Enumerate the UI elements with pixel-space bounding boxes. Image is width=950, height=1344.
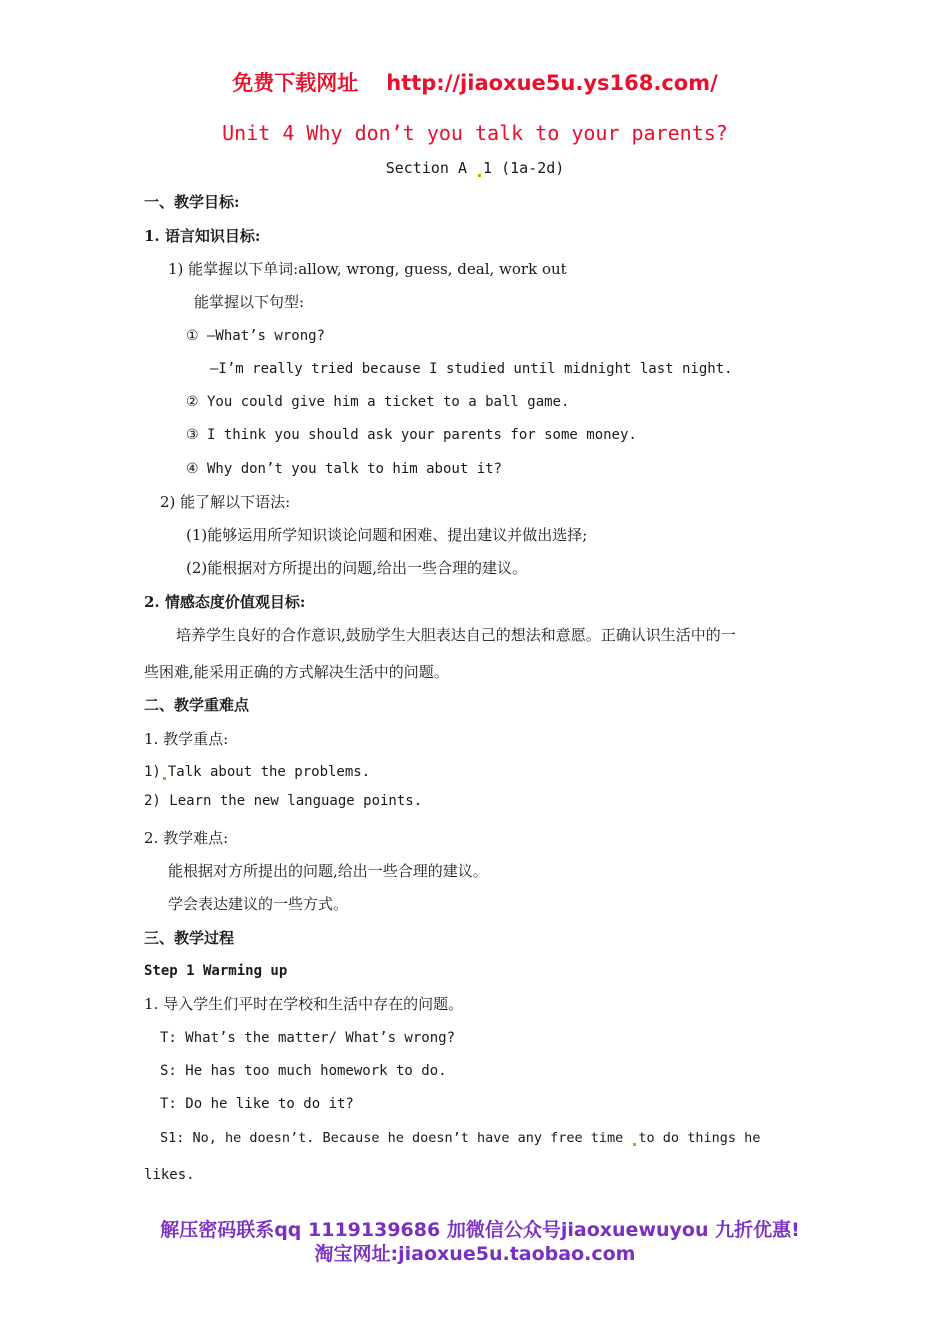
- footer-wechat-label: 加微信公众号: [446, 1219, 561, 1241]
- section-heading-goals: 一、教学目标:: [144, 193, 240, 211]
- dialogue-line-3: T: Do he like to do it?: [160, 1096, 354, 1112]
- dialogue-line-2: S: He has too much homework to do.: [160, 1063, 447, 1079]
- difficult-points-label: 2. 教学难点:: [144, 829, 229, 847]
- key-point-1-number: 1): [144, 764, 161, 780]
- subtitle-range: 1 (1a-2d): [483, 159, 565, 177]
- key-points-label: 1. 教学重点:: [144, 730, 229, 748]
- footer-taobao-label: 淘宝网址:: [314, 1243, 399, 1265]
- attitude-paragraph-line-1: 培养学生良好的合作意识,鼓励学生大胆表达自己的想法和意愿。正确认识生活中的一: [176, 626, 736, 644]
- step-1-heading: Step 1 Warming up: [144, 963, 288, 979]
- dialogue-line-4-part-2: to do things he: [638, 1130, 761, 1146]
- sentence-2: ② You could give him a ticket to a ball game.: [186, 394, 570, 410]
- step-1-item-1: 1. 导入学生们平时在学校和生活中存在的问题。: [144, 995, 464, 1013]
- grammar-item-1: (1)能够运用所学知识谈论问题和困难、提出建议并做出选择;: [186, 526, 588, 544]
- sentence-1b: —I’m really tried because I studied until midnight last night.: [210, 361, 733, 377]
- dialogue-line-4-part-1: S1: No, he doesn’t. Because he doesn’t have any free time: [160, 1130, 624, 1146]
- dialogue-line-4-continued: likes.: [144, 1167, 195, 1183]
- sentence-4: ④ Why don’t you talk to him about it?: [186, 461, 502, 477]
- document-title: Unit 4 Why don’t you talk to your parents?: [222, 121, 728, 145]
- key-point-1: [144, 762, 370, 782]
- marker-dot: [478, 174, 481, 177]
- subheading-attitude-goals: 2. 情感态度价值观目标:: [144, 593, 306, 611]
- footer-discount: 九折优惠!: [715, 1219, 800, 1241]
- difficult-point-2: 学会表达建议的一些方式。: [168, 895, 349, 913]
- vocab-item: 1) 能掌握以下单词:allow, wrong, guess, deal, work out: [168, 260, 567, 278]
- marker-dot: [633, 1143, 636, 1146]
- marker-dot: [163, 777, 166, 780]
- sentence-1a: ① —What’s wrong?: [186, 328, 325, 344]
- footer-qq-number: qq 1119139686: [274, 1219, 441, 1241]
- dialogue-line-4: [160, 1128, 760, 1148]
- download-url-link[interactable]: http://jiaoxue5u.ys168.com/: [386, 71, 718, 95]
- key-point-2: 2) Learn the new language points.: [144, 793, 423, 809]
- sentence-patterns-label: 能掌握以下句型:: [194, 293, 305, 311]
- footer-taobao-line: [0, 1242, 950, 1266]
- sentence-3: ③ I think you should ask your parents for some money.: [186, 427, 637, 443]
- download-label: 免费下载网址: [232, 71, 359, 95]
- footer-contact-line: [0, 1218, 950, 1242]
- subtitle-section: Section A: [385, 159, 467, 177]
- grammar-label: 2) 能了解以下语法:: [160, 493, 291, 511]
- footer-taobao-link[interactable]: jiaoxue5u.taobao.com: [398, 1243, 636, 1265]
- grammar-item-2: (2)能根据对方所提出的问题,给出一些合理的建议。: [186, 559, 528, 577]
- document-subtitle: [0, 158, 950, 178]
- difficult-point-1: 能根据对方所提出的问题,给出一些合理的建议。: [168, 862, 488, 880]
- key-point-1-text: Talk about the problems.: [167, 764, 371, 780]
- download-header: [0, 70, 950, 96]
- dialogue-line-1: T: What’s the matter/ What’s wrong?: [160, 1030, 456, 1046]
- section-heading-process: 三、教学过程: [144, 929, 235, 947]
- footer-password-label: 解压密码联系: [160, 1219, 275, 1241]
- section-heading-key-points: 二、教学重难点: [144, 696, 250, 714]
- subheading-language-goals: 1. 语言知识目标:: [144, 227, 261, 245]
- attitude-paragraph-line-2: 些困难,能采用正确的方式解决生活中的问题。: [144, 663, 449, 681]
- footer-wechat-id: jiaoxuewuyou: [560, 1219, 709, 1241]
